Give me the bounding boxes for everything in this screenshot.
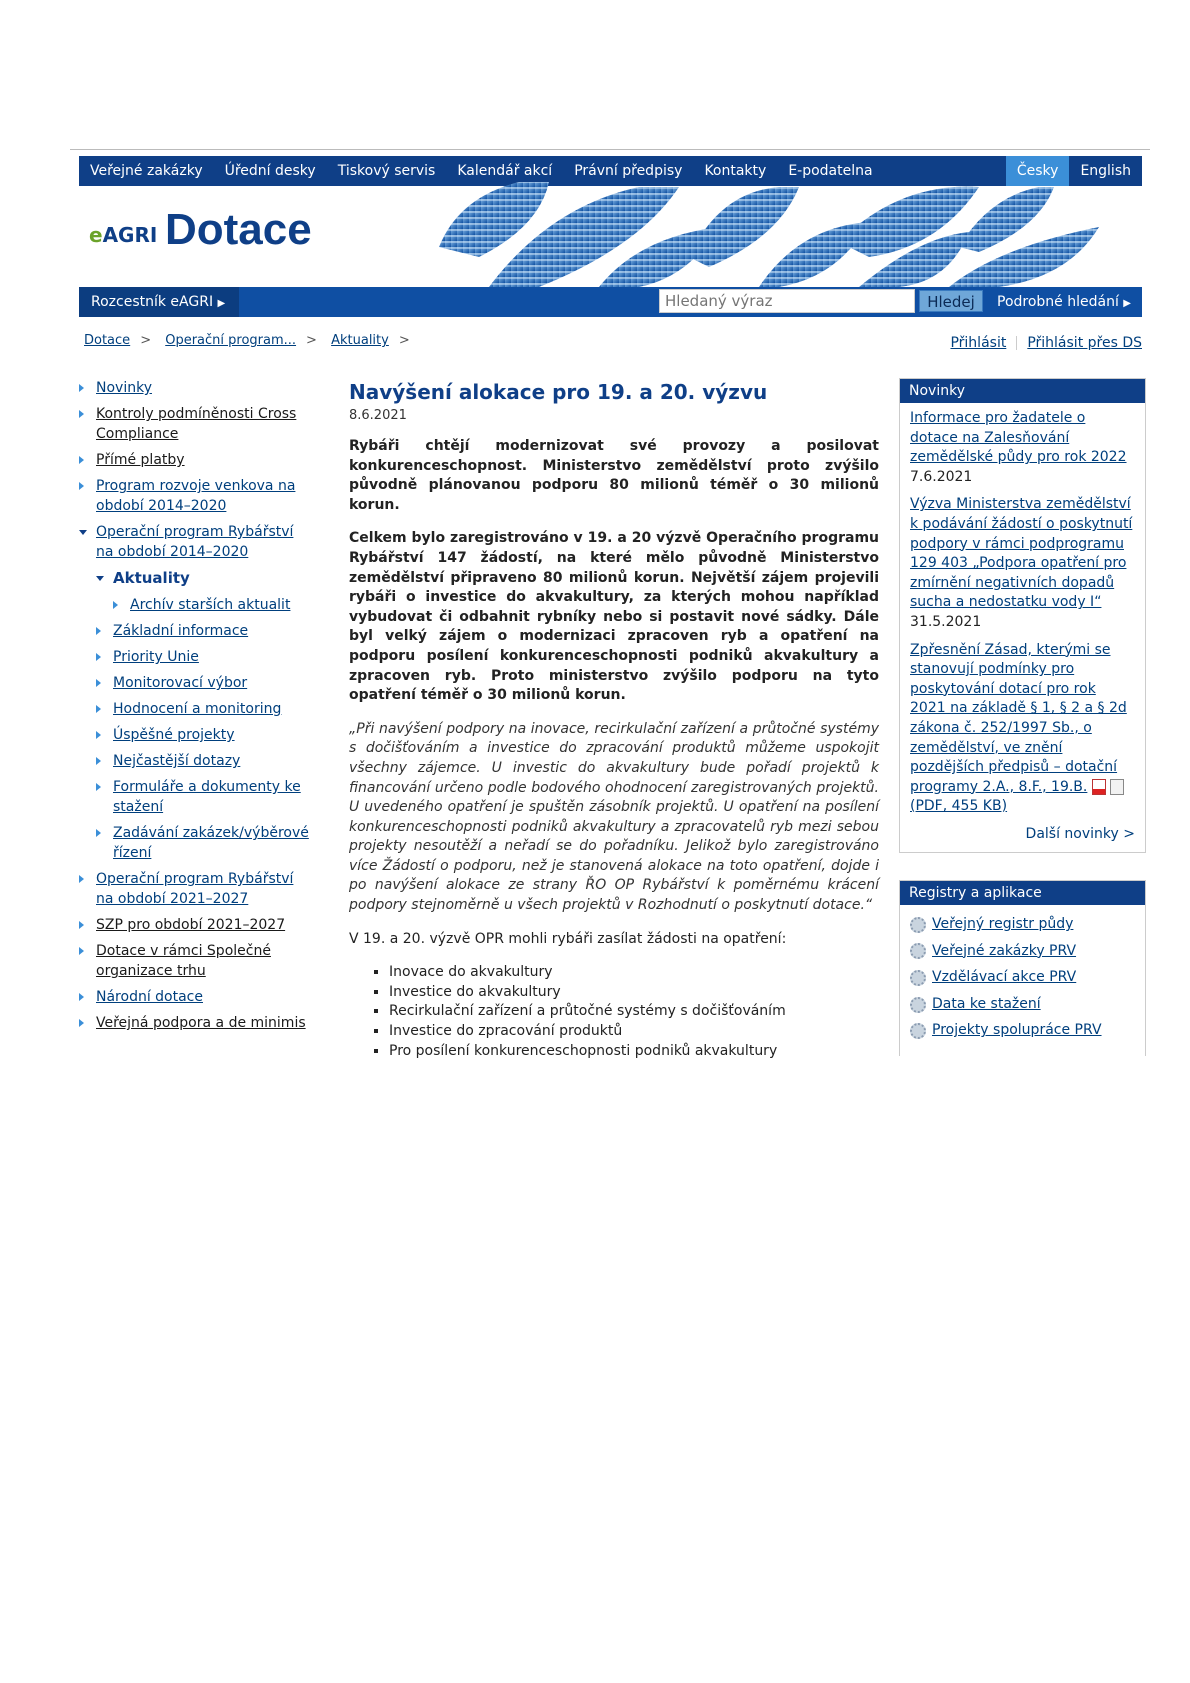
login-ds-link[interactable]: Přihlásit přes DS [1027,335,1142,351]
chevron-right-icon [79,1019,84,1027]
leftnav-item[interactable]: Operační program Rybářství na období 2021–2027 [79,869,314,909]
breadcrumb-separator: > [140,333,152,348]
chevron-down-icon [79,530,87,535]
registry-item[interactable]: Projekty spolupráce PRV [910,1021,1135,1041]
leftnav-item[interactable]: Přímé platby [79,450,314,470]
registry-box [899,880,1146,1056]
rozcestnik-eagri-button[interactable]: Rozcestník eAGRI ▶ [79,287,239,317]
list-item: ▪ Pro posílení konkurenceschopnosti podniků akvakultury [389,1042,879,1062]
list-item: ▪ Investice do akvakultury [389,983,879,1003]
gear-icon [910,917,926,933]
chevron-right-icon [96,829,101,837]
breadcrumb-separator: > [398,333,410,348]
lang-english[interactable]: English [1080,163,1131,179]
chevron-right-icon [96,627,101,635]
nav-verejne-zakazky[interactable]: Veřejné zakázky [90,163,203,179]
search-bar [79,287,1142,317]
leftnav-item[interactable]: Národní dotace [79,987,314,1007]
chevron-right-icon [79,384,84,392]
chevron-right-icon [79,875,84,883]
leftnav-subitem[interactable]: Formuláře a dokumenty ke stažení [79,777,314,817]
chevron-right-icon [96,653,101,661]
breadcrumb-separator: > [306,333,317,348]
breadcrumb-aktuality[interactable]: Aktuality [331,333,389,348]
gear-icon [910,943,926,959]
leftnav-subitem[interactable]: Úspěšné projekty [79,725,314,745]
leftnav-item[interactable]: Novinky [79,378,314,398]
leftnav-subitem[interactable]: Monitorovací výbor [79,673,314,693]
breadcrumb-operacni-program[interactable]: Operační program... [165,333,297,348]
leftnav-subitem[interactable]: Priority Unie [79,647,314,667]
leftnav-item-open[interactable]: Operační program Rybářství na období 2014–2020 [79,522,314,562]
gear-icon [910,970,926,986]
left-navigation [79,378,314,1039]
leftnav-item[interactable]: Program rozvoje venkova na období 2014–2020 [79,476,314,516]
login-link[interactable]: Přihlásit [950,335,1007,351]
leftnav-subitem[interactable]: Hodnocení a monitoring [79,699,314,719]
chevron-right-icon [96,705,101,713]
chevron-right-icon [79,947,84,955]
news-file-link[interactable]: (PDF, 455 KB) [910,798,1008,815]
header-banner [79,187,1142,287]
lang-czech[interactable]: Česky [1006,156,1070,186]
news-box-title: Novinky [900,379,1145,403]
registry-box-title: Registry a aplikace [900,881,1145,905]
article-title: Navýšení alokace pro 19. a 20. výzvu [349,380,768,404]
chevron-right-icon [79,410,84,418]
news-box [899,378,1146,853]
leftnav-subitem[interactable]: Nejčastější dotazy [79,751,314,771]
measures-list [349,963,879,1061]
eagri-logo[interactable]: eAGRI [89,223,158,247]
gear-icon [910,1023,926,1039]
registry-item[interactable]: Veřejný registr půdy [910,915,1135,935]
leftnav-item[interactable]: Kontroly podmíněnosti Cross Compliance [79,404,314,444]
chevron-right-icon [113,601,118,609]
registry-item[interactable]: Vzdělávací akce PRV [910,968,1135,988]
leftnav-item[interactable]: Dotace v rámci Společné organizace trhu [79,941,314,981]
chevron-right-icon [96,731,101,739]
arrow-right-icon: ▶ [1123,298,1131,309]
site-title[interactable]: Dotace [165,205,312,254]
chevron-right-icon [96,783,101,791]
article-paragraph: V 19. a 20. výzvě OPR mohli rybáři zasílat žádosti na opatření: [349,930,787,947]
article-quote: „Při navýšení podpory na inovace, recirkulační zařízení a průtočné systémy s dočišťováním a investice do zpracování produktů můžeme uspokojit všechny zájemce. U investic do akvakultury bude pořadí projektů k financování určeno podle bodového ohodnocení zaregistrovaných projektů. U uvedeného opatření je spuštěn zásobník projektů. U opatření na posílení konkurenceschopnosti podniků akvakultury a zpracovatelů ryb mezi sebou projekty nesoutěží a neřadí se do pořadníku. Jelikož bylo zaregistrováno více Žádostí o podporu, než je stanovená alokace na toto opatření, dojde i po navýšení alokace ze strany ŘO OP Rybářství k poměrnému krácení podpory stejnoměrně u všech projektů v Rozhodnutí o poskytnutí dotace.“ [349,720,879,914]
chevron-right-icon [79,993,84,1001]
nav-kalendar-akci[interactable]: Kalendář akcí [457,163,553,179]
list-item: ▪ Inovace do akvakultury [389,963,879,983]
chevron-right-icon [96,757,101,765]
news-link[interactable]: Informace pro žadatele o dotace na Zalesňování zemědělské půdy pro rok 2022 [910,410,1127,466]
leftnav-subitem[interactable]: Základní informace [79,621,314,641]
leftnav-item[interactable]: Veřejná podpora a de minimis [79,1013,314,1033]
gear-icon [910,997,926,1013]
nav-e-podatelna[interactable]: E-podatelna [788,163,873,179]
news-link[interactable]: Výzva Ministerstva zemědělství k podávání žádostí o poskytnutí podpory v rámci podprogramu 129 403 „Podpora opatření pro zmírnění negativních dopadů sucha a nedostatku vody I“ [910,496,1133,611]
breadcrumb [84,333,420,348]
news-link[interactable]: Zpřesnění Zásad, kterými se stanovují podmínky pro poskytování dotací pro rok 2021 na základě § 1, § 2 a § 2d zákona č. 252/1997 Sb., o zemědělství, ve znění pozdějších předpisů – dotační programy 2.A., 8.F., 19.B. [910,641,1127,795]
chevron-right-icon [79,456,84,464]
list-item: ▪ Investice do zpracování produktů [389,1022,879,1042]
search-input[interactable] [659,289,915,313]
article-paragraph: Celkem bylo zaregistrováno v 19. a 20 výzvě Operačního programu Rybářství 147 žádostí, na které mělo původně Ministerstvo zemědělství připraveno 80 milionů korun. Největší zájem projevili rybáři o investice do akvakultury, za kterých mohou například vybudovat či odbahnit rybníky nebo si postavit nové sádky. Dále byl velký zájem o modernizaci zpracoven ryb a opatření na podporu posílení konkurenceschopnosti podniků akvakultury a zpracoven ryb. Proto ministerstvo zvýšilo podporu na tyto opatření téměř o 30 milionů korun. [349,530,879,704]
login-links [950,335,1142,351]
article [349,380,879,1061]
breadcrumb-dotace[interactable]: Dotace [84,333,131,348]
registry-item[interactable]: Data ke stažení [910,995,1135,1015]
leftnav-subitem[interactable]: Zadávání zakázek/výběrové řízení [79,823,314,863]
document-icon[interactable] [1110,779,1124,795]
article-lead: Rybáři chtějí modernizovat své provozy a posilovat konkurenceschopnost. Ministerstvo zemědělství proto zvýšilo původně plánovanou podporu 80 milionů téměř o 30 milionů korun. [349,438,879,513]
nav-uredni-desky[interactable]: Úřední desky [224,163,316,179]
chevron-right-icon [79,482,84,490]
search-button[interactable]: Hledej [919,290,983,312]
list-item: ▪ Recirkulační zařízení a průtočné systémy s dočišťováním [389,1002,879,1022]
nav-pravni-predpisy[interactable]: Právní předpisy [574,163,683,179]
more-news-link[interactable]: Další novinky > [1025,825,1135,842]
nav-kontakty[interactable]: Kontakty [704,163,767,179]
registry-item[interactable]: Veřejné zakázky PRV [910,942,1135,962]
news-date: 7.6.2021 [910,468,973,485]
divider [1016,336,1017,350]
pdf-icon[interactable] [1092,779,1106,795]
chevron-right-icon [79,921,84,929]
leftnav-item-current[interactable]: Aktuality [79,568,314,589]
leftnav-item[interactable]: SZP pro období 2021–2027 [79,915,314,935]
arrow-right-icon: ▶ [217,298,226,309]
leftnav-subitem[interactable]: Archív starších aktualit [79,595,314,615]
chevron-down-icon [96,576,104,581]
chevron-right-icon [96,679,101,687]
advanced-search-link[interactable]: Podrobné hledání ▶ [997,294,1131,310]
article-date: 8.6.2021 [349,408,407,423]
news-date: 31.5.2021 [910,613,982,630]
top-navigation [79,156,1142,186]
nav-tiskovy-servis[interactable]: Tiskový servis [337,163,436,179]
